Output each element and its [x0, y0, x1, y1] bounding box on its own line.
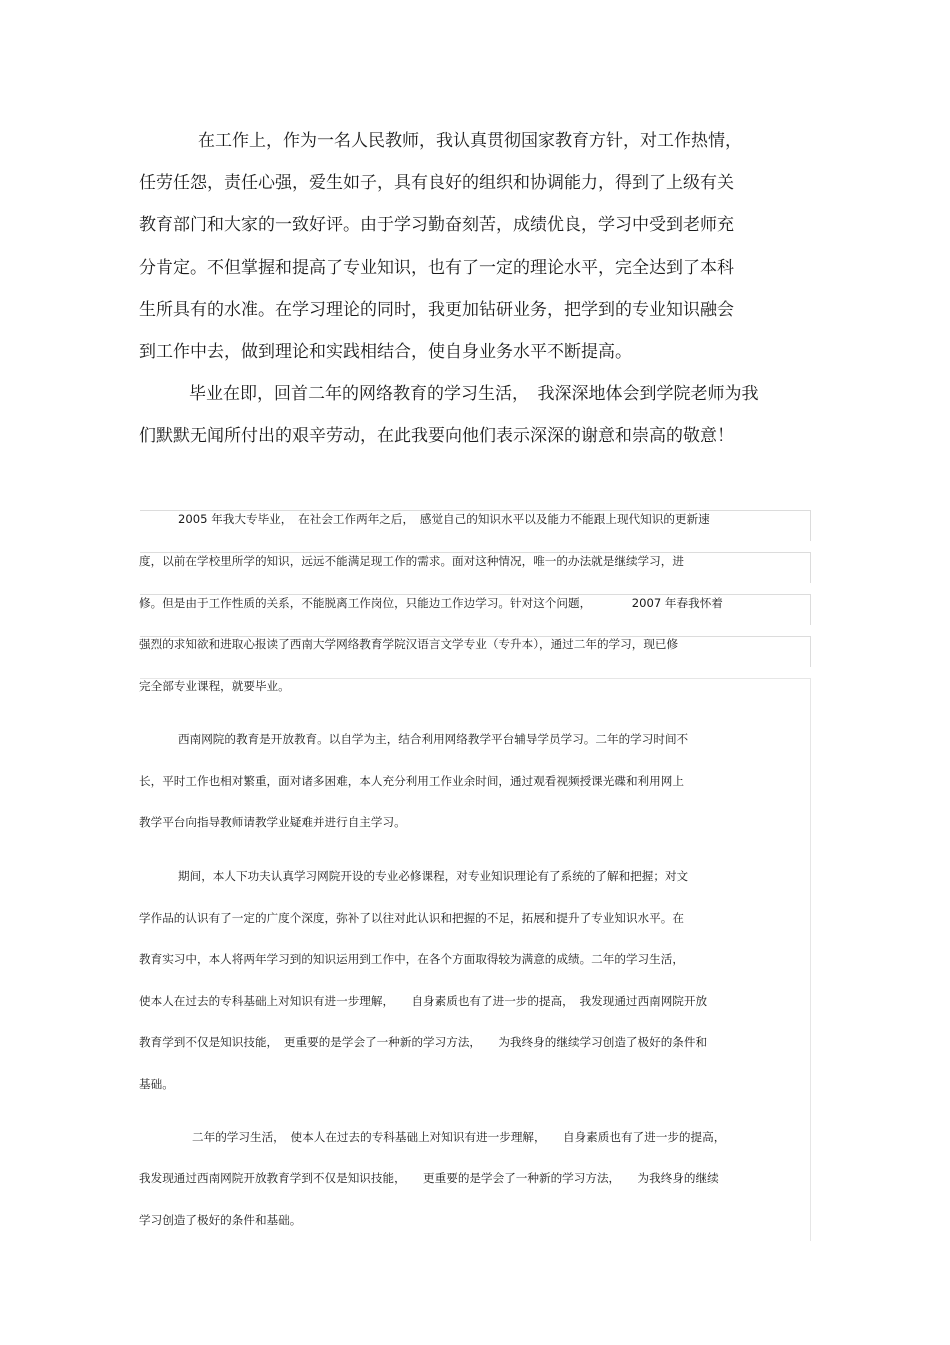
text-line: 学习创造了极好的条件和基础。 [139, 1213, 302, 1227]
text-line: 期间，本人下功夫认真学习网院开设的专业必修课程，对专业知识理论有了系统的了解和把握；对文 [178, 869, 689, 883]
text-line: 使本人在过去的专科基础上对知识有进一步理解， 自身素质也有了进一步的提高， 我发现通过西南网院开放 [139, 994, 708, 1008]
text-line: 任劳任怨，责任心强，爱生如子，具有良好的组织和协调能力，得到了上级有关 [139, 173, 734, 193]
text-line: 完全部专业课程，就要毕业。 [139, 679, 290, 693]
text-line: 教育学到不仅是知识技能， 更重要的是学会了一种新的学习方法， 为我终身的继续学习创造了极好的条件和 [139, 1035, 708, 1049]
text-line: 生所具有的水准。在学习理论的同时，我更加钻研业务，把学到的专业知识融会 [139, 300, 734, 320]
text-line: 教育实习中，本人将两年学习到的知识运用到工作中，在各个方面取得较为满意的成绩。二年的学习生活， [139, 952, 684, 966]
text-line: 西南网院的教育是开放教育。以自学为主，结合利用网络教学平台辅导学员学习。二年的学习时间不 [178, 732, 689, 746]
text-line: 学作品的认识有了一定的广度个深度，弥补了以往对此认识和把握的不足，拓展和提升了专业知识水平。在 [139, 911, 684, 925]
text-line: 在工作上，作为一名人民教师，我认真贯彻国家教育方针，对工作热情， [198, 131, 742, 151]
text-line: 我发现通过西南网院开放教育学到不仅是知识技能， 更重要的是学会了一种新的学习方法， 为我终身的继续 [139, 1171, 719, 1185]
text-line: 二年的学习生活， 使本人在过去的专科基础上对知识有进一步理解， 自身素质也有了进一步的提高， [192, 1130, 726, 1144]
text-line: 到工作中去，做到理论和实践相结合，使自身业务水平不断提高。 [139, 342, 632, 362]
text-line: 教学平台向指导教师请教学业疑难并进行自主学习。 [139, 815, 406, 829]
text-line: 度，以前在学校里所学的知识，远远不能满足现工作的需求。面对这种情况，唯一的办法就是继续学习，进 [139, 554, 684, 568]
text-line: 2005 年我大专毕业， 在社会工作两年之后， 感觉自己的知识水平以及能力不能跟上现代知识的更新速 [178, 512, 710, 526]
text-line: 基础。 [139, 1077, 174, 1091]
text-line: 毕业在即，回首二年的网络教育的学习生活， 我深深地体会到学院老师为我 [189, 384, 759, 404]
text-line: 强烈的求知欲和进取心报读了西南大学网络教育学院汉语言文学专业（专升本），通过二年的学习，现已修 [139, 637, 679, 651]
text-line: 修。但是由于工作性质的关系，不能脱离工作岗位，只能边工作边学习。针对这个问题， 2007 年春我怀着 [139, 596, 723, 610]
text-line: 分肯定。不但掌握和提高了专业知识，也有了一定的理论水平，完全达到了本科 [139, 258, 734, 278]
text-line: 长，平时工作也相对繁重，面对诸多困难，本人充分利用工作业余时间，通过观看视频授课光碟和利用网上 [139, 774, 684, 788]
text-line: 教育部门和大家的一致好评。由于学习勤奋刻苦，成绩优良，学习中受到老师充 [139, 215, 734, 235]
text-line: 们默默无闻所付出的艰辛劳动，在此我要向他们表示深深的谢意和崇高的敬意！ [139, 426, 734, 446]
